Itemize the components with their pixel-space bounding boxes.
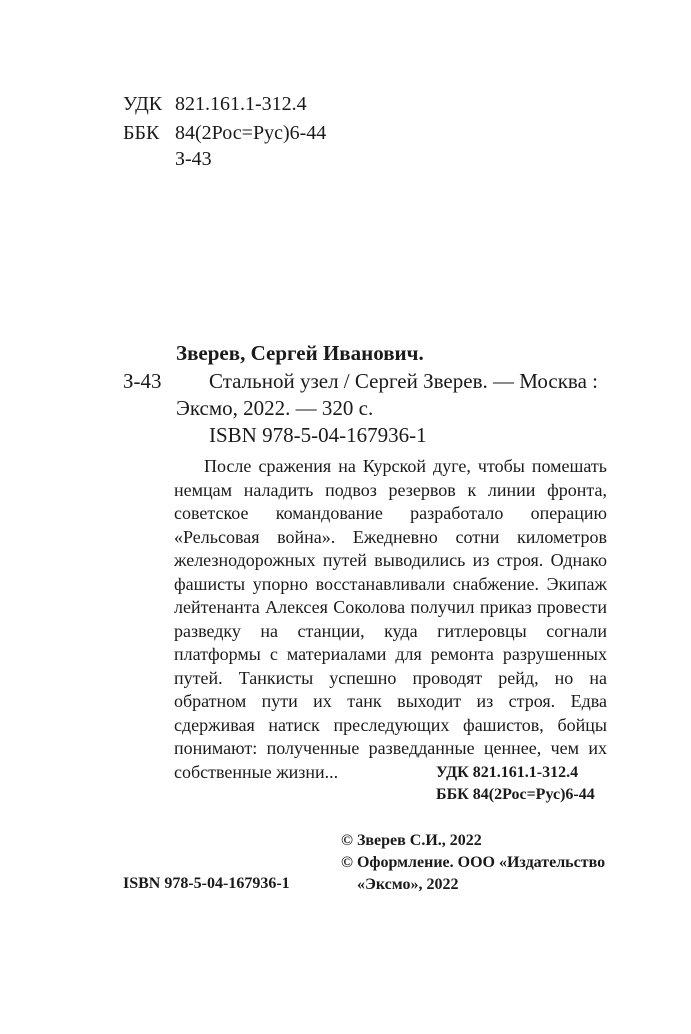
copyright-design-line-1: © Оформление. ООО «Издательство bbox=[341, 854, 606, 871]
title-line-2: Эксмо, 2022. — 320 с. bbox=[176, 396, 374, 420]
author-mark-top: З-43 bbox=[175, 148, 212, 170]
author-heading: Зверев, Сергей Иванович. bbox=[176, 341, 424, 365]
isbn-record: ISBN 978-5-04-167936-1 bbox=[209, 423, 427, 447]
author-mark: З-43 bbox=[123, 369, 162, 393]
isbn-imprint: ISBN 978-5-04-167936-1 bbox=[123, 875, 290, 892]
udk-bottom: УДК 821.161.1-312.4 bbox=[436, 764, 579, 781]
bbk-bottom: ББК 84(2Рос=Рус)6-44 bbox=[436, 786, 595, 803]
udk-value: 821.161.1-312.4 bbox=[175, 93, 307, 115]
copyright-author: © Зверев С.И., 2022 bbox=[341, 832, 482, 849]
copyright-design-line-2: «Эксмо», 2022 bbox=[357, 876, 459, 893]
annotation: После сражения на Курской дуге, чтобы помешать немцам наладить подвоз резервов к линии фронта, советское командование разработало операцию «Рельсовая война». Ежедневно сотни километров железнодорожных путей выводились из строя. Однако фашисты упорно восстанавливали снабжение. Экипаж лейтенанта Алексея Соколова получил приказ провести разведку на станции, куда гитлеровцы согнали платформы с материалами для ремонта разрушенных путей. Танкисты успешно проводят рейд, но на обратном пути их танк выходит из строя. Едва сдерживая натиск преследующих фашистов, бойцы понимают: полученные разведданные ценнее, чем их собственные жизни... bbox=[174, 456, 607, 782]
udk-label: УДК bbox=[123, 93, 163, 115]
title-line-1: Стальной узел / Сергей Зверев. — Москва : bbox=[209, 369, 598, 393]
bbk-label: ББК bbox=[123, 122, 160, 144]
bbk-value: 84(2Рос=Рус)6-44 bbox=[175, 122, 327, 144]
